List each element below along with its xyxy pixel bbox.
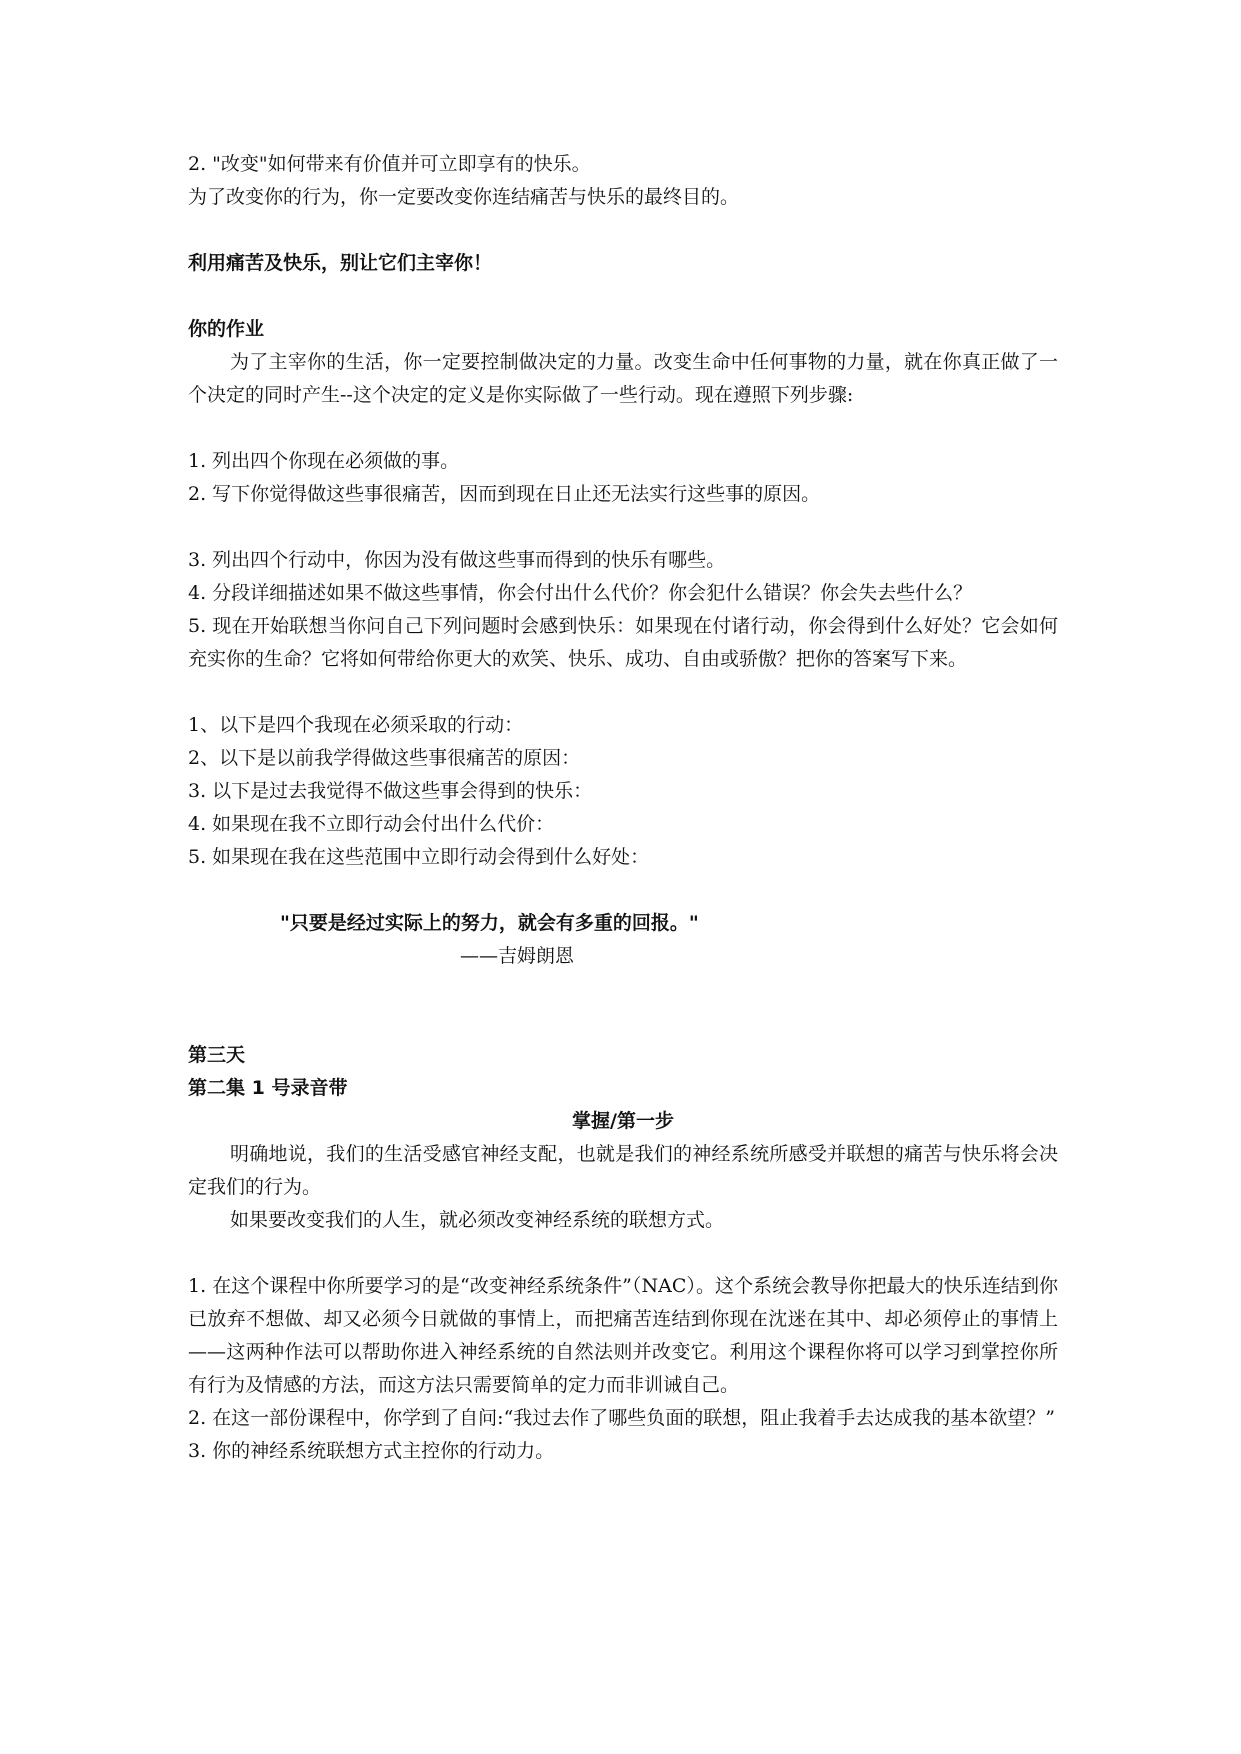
step-item: 1. 列出四个你现在必须做的事。 <box>188 450 460 472</box>
tape-heading: 第二集 1 号录音带 <box>188 1077 348 1099</box>
text-line: 为了改变你的行为，你一定要改变你连结痛苦与快乐的最终目的。 <box>188 186 740 208</box>
paragraph: 如果要改变我们的人生，就必须改变神经系统的联想方式。 <box>230 1209 725 1231</box>
paragraph: 为了主宰你的生活，你一定要控制做决定的力量。改变生命中任何事物的力量，就在你真正做了一个决定的同时产生--这个决定的定义是你实际做了一些行动。现在遵照下列步骤: <box>188 351 1058 406</box>
numbered-paragraph: 1. 在这个课程中你所要学习的是“改变神经系统条件”（NAC）。这个系统会教导你把最大的快乐连结到你已放弃不想做、却又必须今日就做的事情上，而把痛苦连结到你现在沈迷在其中、却必须停止的事情上——这两种作法可以帮助你进入神经系统的自然法则并改变它。利用这个课程你将可以学习到掌控你所有行为及情感的方法，而这方法只需要简单的定力而非训诫自己。 <box>188 1275 1058 1396</box>
spacer <box>188 1237 1058 1270</box>
answer-item: 1、以下是四个我现在必须采取的行动： <box>188 714 524 736</box>
spacer <box>188 874 1058 907</box>
answer-item: 5. 如果现在我在这些范围中立即行动会得到什么好处： <box>188 846 650 868</box>
answer-item: 4. 如果现在我不立即行动会付出什么代价： <box>188 813 555 835</box>
paragraph: 明确地说，我们的生活受感官神经支配，也就是我们的神经系统所感受并联想的痛苦与快乐将会决定我们的行为。 <box>188 1143 1058 1198</box>
spacer <box>188 214 1058 247</box>
document-page <box>188 148 1058 1468</box>
numbered-paragraph: 2. 在这一部份课程中，你学到了自问:“我过去作了哪些负面的联想，阻止我着手去达成我的基本欲望？” <box>188 1407 1055 1429</box>
step-item: 2. 写下你觉得做这些事很痛苦，因而到现在日止还无法实行这些事的原因。 <box>188 483 821 505</box>
spacer <box>188 676 1058 709</box>
spacer <box>188 973 1058 1039</box>
section-heading: 你的作业 <box>188 318 265 340</box>
step-item: 5. 现在开始联想当你问自己下列问题时会感到快乐：如果现在付诸行动，你会得到什么好处？它会如何充实你的生命？它将如何带给你更大的欢笑、快乐、成功、自由或骄傲？把你的答案写下来。 <box>188 615 1058 670</box>
answer-item: 2、以下是以前我学得做这些事很痛苦的原因： <box>188 747 581 769</box>
step-item: 3. 列出四个行动中，你因为没有做这些事而得到的快乐有哪些。 <box>188 549 726 571</box>
answer-item: 3. 以下是过去我觉得不做这些事会得到的快乐： <box>188 780 593 802</box>
section-title: 掌握/第一步 <box>572 1110 674 1132</box>
spacer <box>188 412 1058 445</box>
day-heading: 第三天 <box>188 1044 246 1066</box>
spacer <box>188 511 1058 544</box>
spacer <box>188 280 1058 313</box>
quote-attribution: ——吉姆朗恩 <box>460 945 575 967</box>
numbered-paragraph: 3. 你的神经系统联想方式主控你的行动力。 <box>188 1440 555 1462</box>
section-heading: 利用痛苦及快乐，别让它们主宰你！ <box>188 252 493 274</box>
text-line: 2. "改变"如何带来有价值并可立即享有的快乐。 <box>188 153 591 175</box>
step-item: 4. 分段详细描述如果不做这些事情，你会付出什么代价？你会犯什么错误？你会失去些什么？ <box>188 582 973 604</box>
quote: "只要是经过实际上的努力，就会有多重的回报。" <box>280 912 699 934</box>
